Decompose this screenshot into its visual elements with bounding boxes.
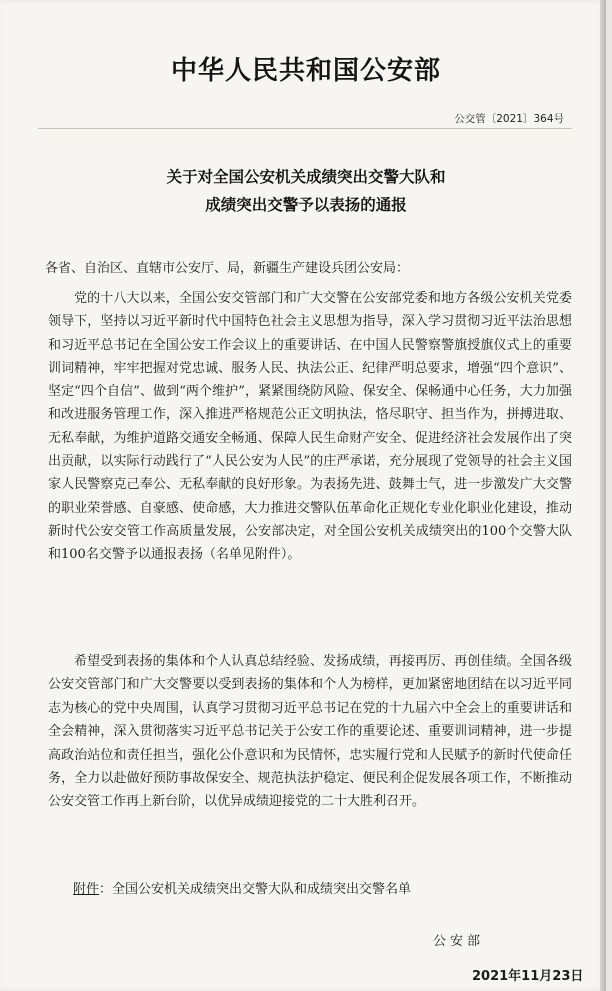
page-edge <box>600 0 606 991</box>
attachment-text: 全国公安机关成绩突出交警大队和成绩突出交警名单 <box>112 882 412 897</box>
header-divider <box>38 128 572 129</box>
attachment-line <box>73 878 411 897</box>
paragraph-1: 党的十八大以来，全国公安交管部门和广大交警在公安部党委和地方各级公安机关党委领导下，坚持以习近平新时代中国特色社会主义思想为指导，深入学习贯彻习近平法治思想和习近平总书记在全国公安工作会议上的重要讲话、在中国人民警察警旗授旗仪式上的重要训词精神，牢牢把握对党忠诚、服务人民、执法公正、纪律严明总要求，增强“四个意识”、坚定“四个自信”、做到“两个维护”，紧紧围绕防风险、保安全、保畅通中心任务，大力加强和改进服务管理工作，深入推进严格规范公正文明执法，恪尽职守、担当作为，拼搏进取、无私奉献，为维护道路交通安全畅通、保障人民生命财产安全、促进经济社会发展作出了突出贡献，以实际行动践行了“人民公安为人民”的庄严承诺，充分展现了党领导的社会主义国家人民警察克己奉公、无私奉献的良好形象。为表扬先进、鼓舞士气，进一步激发广大交警的职业荣誉感、自豪感、使命感，大力推进交警队伍革命化正规化专业化职业化建设，推动新时代公安交管工作高质量发展，公安部决定，对全国公安机关成绩突出的100个交警大队和100名交警予以通报表扬（名单见附件）。 <box>48 291 572 563</box>
issuer: 公安部 <box>433 934 485 949</box>
title-line-1: 关于对全国公安机关成绩突出交警大队和 <box>166 167 446 186</box>
document-number: 公交管〔2021〕364号 <box>454 113 564 125</box>
attachment-label: 附件 <box>73 882 100 897</box>
issue-date: 2021年11月23日 <box>472 969 584 984</box>
attachment-separator: ： <box>99 882 113 897</box>
ministry-header: 中华人民共和国公安部 <box>170 56 441 86</box>
paragraph-2: 希望受到表扬的集体和个人认真总结经验、发扬成绩，再接再厉、再创佳绩。全国各级公安交管部门和广大交警要以受到表扬的集体和个人为榜样，更加紧密地团结在以习近平同志为核心的党中央周围，认真学习贯彻习近平总书记在党的十九届六中全会上的重要讲话和全会精神，深入贯彻落实习近平总书记关于公安工作的重要论述、重要训词精神，进一步提高政治站位和责任担当，强化公仆意识和为民情怀，忠实履行党和人民赋予的新时代使命任务，全力以赴做好预防事故保安全、规范执法护稳定、便民利企促发展各项工作，不断推动公安交管工作再上新台阶，以优异成绩迎接党的二十大胜利召开。 <box>48 654 572 810</box>
title-line-2: 成绩突出交警予以表扬的通报 <box>205 195 407 214</box>
addressee: 各省、自治区、直辖市公安厅、局，新疆生产建设兵团公安局： <box>45 261 410 276</box>
